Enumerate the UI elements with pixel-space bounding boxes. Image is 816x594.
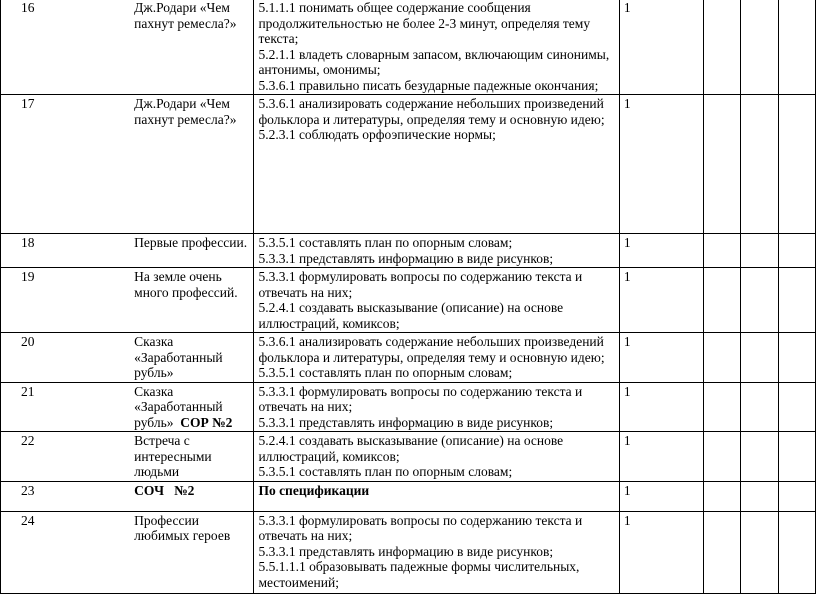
topic-line: Дж.Родари «Чем	[134, 0, 230, 15]
table-row	[1, 333, 816, 383]
topic-line: Профессии	[134, 512, 199, 528]
hours-count: 1	[619, 234, 703, 268]
objective-line: отвечать на них;	[258, 528, 353, 543]
empty-cell	[703, 268, 740, 333]
lesson-number: 21	[1, 382, 131, 432]
topic-line: людьми	[134, 464, 180, 479]
lesson-topic	[130, 481, 254, 511]
objective-line: 5.2.4.1 создавать высказывание (описание) на основе	[258, 300, 564, 315]
objective-line: 5.3.3.1 формулировать вопросы по содержанию текста и	[258, 512, 583, 528]
objective-line: 5.3.3.1 представлять информацию в виде рисунков;	[258, 414, 554, 430]
lesson-topic	[130, 511, 254, 593]
lesson-number: 23	[1, 481, 131, 511]
topic-line: «Заработанный	[134, 349, 223, 365]
empty-cell	[741, 268, 778, 333]
objective-line: 5.3.5.1 составлять план по опорным словам;	[258, 235, 513, 250]
objective-line: 5.2.1.1 владеть словарным запасом, включающим синонимы,	[258, 46, 610, 62]
objective-line: иллюстраций, комиксов;	[258, 315, 400, 331]
hours-count: 1	[619, 481, 703, 511]
empty-cell	[778, 432, 815, 482]
lesson-number: 24	[1, 511, 131, 593]
empty-cell	[703, 511, 740, 593]
empty-cell	[703, 333, 740, 383]
objective-line: отвечать на них;	[258, 284, 353, 300]
empty-cell	[741, 382, 778, 432]
empty-cell	[741, 234, 778, 268]
topic-line: Сказка	[134, 334, 174, 349]
empty-cell	[778, 95, 815, 234]
summative-assessment-label: СОР №2	[180, 414, 233, 430]
objective-line: 5.3.3.1 формулировать вопросы по содержанию текста и	[258, 383, 583, 399]
objective-line: продолжительностью не более 2-3 минут, определяя тему	[258, 15, 591, 31]
objective-line: 5.3.5.1 составлять план по опорным словам;	[258, 365, 513, 380]
table-row	[1, 234, 816, 268]
empty-cell	[703, 0, 740, 95]
objective-line: 5.2.3.1 соблюдать орфоэпические нормы;	[258, 127, 496, 142]
learning-objectives	[254, 382, 619, 432]
topic-line: Сказка	[134, 383, 174, 399]
empty-cell	[778, 234, 815, 268]
empty-cell	[741, 511, 778, 593]
table-row	[1, 0, 816, 95]
empty-cell	[741, 432, 778, 482]
empty-cell	[703, 382, 740, 432]
hours-count: 1	[619, 382, 703, 432]
objective-line: 5.3.6.1 правильно писать безударные падежные окончания;	[258, 77, 599, 93]
learning-objectives	[254, 333, 619, 383]
objective-line: фольклора и литературы, определяя тему и основную идею;	[258, 111, 605, 127]
topic-line	[134, 415, 249, 431]
topic-line: много профессий.	[134, 284, 238, 300]
objective-line: местоимений;	[258, 574, 339, 590]
hours-count: 1	[619, 432, 703, 482]
lesson-topic	[130, 95, 254, 234]
lesson-number: 19	[1, 268, 131, 333]
lesson-number: 18	[1, 234, 131, 268]
empty-cell	[741, 95, 778, 234]
topic-line: рубль»	[134, 365, 174, 380]
empty-cell	[741, 0, 778, 95]
learning-objectives	[254, 481, 619, 511]
topic-line: пахнут ремесла?»	[134, 111, 237, 127]
empty-cell	[703, 481, 740, 511]
lesson-number: 16	[1, 0, 131, 95]
table-row	[1, 268, 816, 333]
empty-cell	[741, 481, 778, 511]
objective-line: 5.3.3.1 представлять информацию в виде рисунков;	[258, 543, 554, 559]
lesson-topic	[130, 382, 254, 432]
hours-count: 1	[619, 95, 703, 234]
hours-count: 1	[619, 333, 703, 383]
objective-line: отвечать на них;	[258, 399, 353, 414]
topic-line: Встреча с	[134, 433, 190, 448]
topic-line: «Заработанный	[134, 399, 223, 414]
lesson-topic	[130, 432, 254, 482]
learning-objectives	[254, 234, 619, 268]
lesson-topic	[130, 268, 254, 333]
topic-line: любимых героев	[134, 528, 231, 543]
lesson-topic	[130, 234, 254, 268]
empty-cell	[778, 333, 815, 383]
empty-cell	[778, 0, 815, 95]
hours-count: 1	[619, 0, 703, 95]
hours-count: 1	[619, 268, 703, 333]
empty-cell	[741, 333, 778, 383]
lesson-number: 22	[1, 432, 131, 482]
objective-line: 5.3.6.1 анализировать содержание небольших произведений	[258, 96, 604, 111]
objective-line: 5.1.1.1 понимать общее содержание сообщения	[258, 0, 531, 15]
objective-line: фольклора и литературы, определяя тему и основную идею;	[258, 349, 605, 365]
lesson-number: 20	[1, 333, 131, 383]
objective-line: 5.2.4.1 создавать высказывание (описание) на основе	[258, 433, 564, 448]
empty-cell	[778, 382, 815, 432]
learning-objectives	[254, 95, 619, 234]
topic-line: На земле очень	[134, 269, 222, 284]
table-row	[1, 481, 816, 511]
objective-line: текста;	[258, 31, 299, 46]
empty-cell	[703, 432, 740, 482]
learning-objectives	[254, 432, 619, 482]
topic-text: рубль»	[134, 414, 174, 430]
topic-line: пахнут ремесла?»	[134, 15, 237, 31]
objective-line: антонимы, омонимы;	[258, 62, 381, 77]
objective-line: 5.3.3.1 формулировать вопросы по содержанию текста и	[258, 269, 583, 284]
summative-term-label: СОЧ №2	[134, 482, 195, 498]
objective-line: 5.3.3.1 представлять информацию в виде рисунков;	[258, 250, 554, 266]
topic-line: Дж.Родари «Чем	[134, 96, 230, 111]
table-row	[1, 382, 816, 432]
empty-cell	[703, 95, 740, 234]
hours-count: 1	[619, 511, 703, 593]
table-row	[1, 95, 816, 234]
objective-line: 5.3.5.1 составлять план по опорным словам;	[258, 464, 513, 479]
learning-objectives	[254, 0, 619, 95]
learning-objectives	[254, 511, 619, 593]
empty-cell	[703, 234, 740, 268]
topic-line: интересными	[134, 448, 212, 464]
empty-cell	[778, 481, 815, 511]
table-row	[1, 511, 816, 593]
objective-line: иллюстраций, комиксов;	[258, 448, 400, 464]
empty-cell	[778, 268, 815, 333]
lesson-topic	[130, 333, 254, 383]
objective-line: 5.5.1.1.1 образовывать падежные формы числительных,	[258, 559, 580, 574]
learning-objectives	[254, 268, 619, 333]
table-row	[1, 432, 816, 482]
empty-cell	[778, 511, 815, 593]
objective-line: 5.3.6.1 анализировать содержание небольших произведений	[258, 334, 604, 349]
lesson-topic	[130, 0, 254, 95]
lesson-number: 17	[1, 95, 131, 234]
topic-line: Первые профессии.	[134, 235, 248, 250]
specification-label: По спецификации	[258, 482, 370, 498]
